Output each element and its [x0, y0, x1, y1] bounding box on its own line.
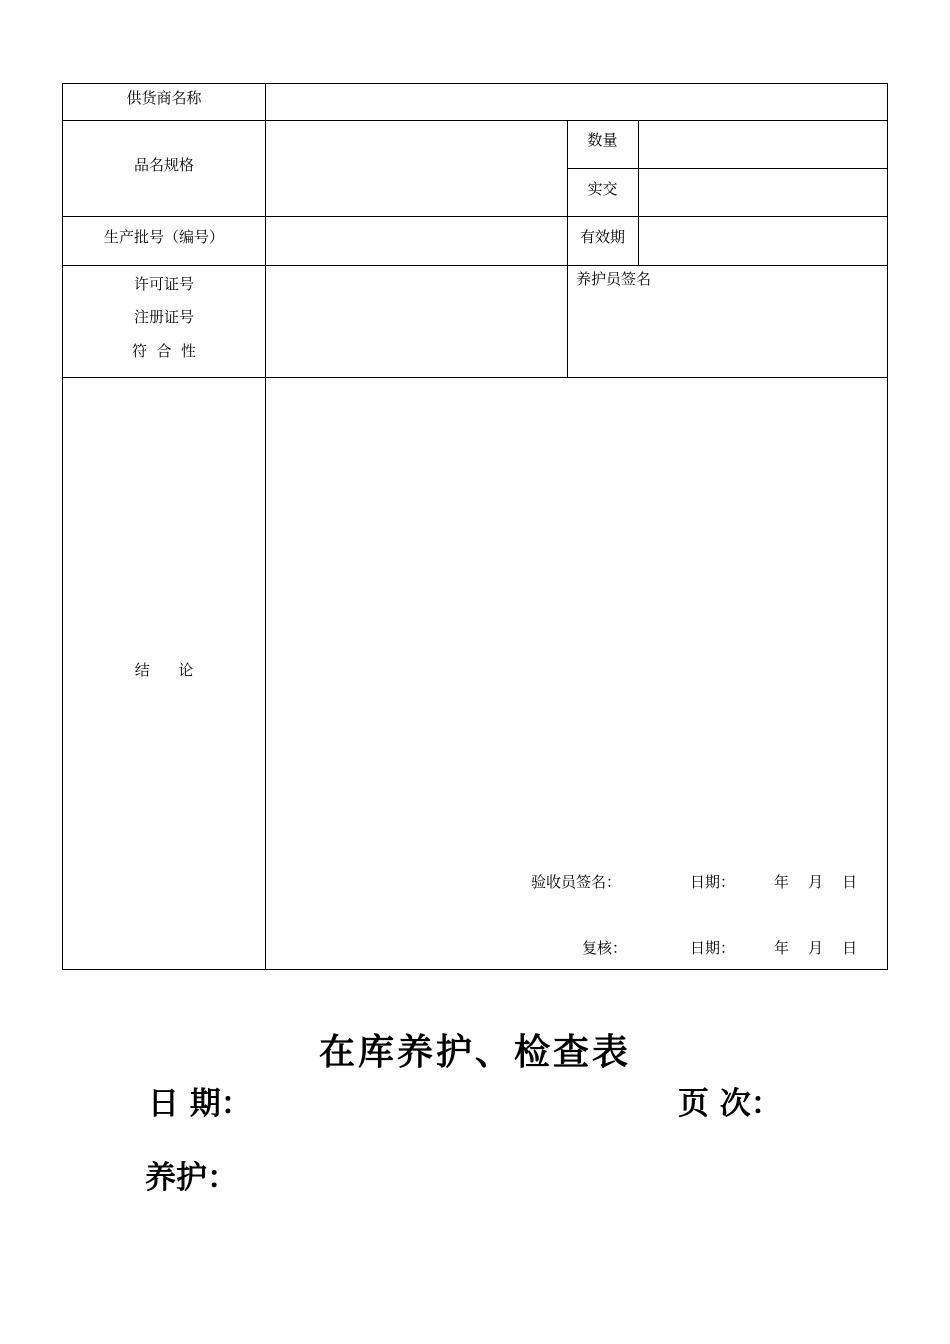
column-divider [265, 84, 266, 969]
row-divider [63, 120, 887, 121]
license-number-label: 许可证号 [133, 275, 194, 293]
supplier-name-label: 供货商名称 [126, 89, 202, 107]
row-divider [63, 377, 887, 378]
review-date-label: 日期： [690, 939, 736, 957]
quantity-label: 数量 [587, 131, 618, 149]
conformity-label: 符 合 性 [131, 342, 197, 360]
column-divider [567, 120, 568, 377]
expiry-label: 有效期 [579, 228, 625, 246]
review-label: 复核： [582, 939, 628, 957]
maintenance-label: 养护： [145, 1160, 238, 1196]
date-field-label: 日 期： [148, 1086, 252, 1122]
inspector-date-label: 日期： [690, 873, 736, 891]
conclusion-label: 结 论 [134, 661, 194, 679]
section-title: 在库养护、检查表 [318, 1032, 631, 1073]
review-date-ymd: 年 月 日 [774, 939, 858, 957]
batch-number-label: 生产批号（编号） [103, 228, 224, 246]
row-divider [567, 168, 887, 169]
page-number-label: 页 次： [678, 1086, 782, 1122]
inspector-date-ymd: 年 月 日 [774, 873, 858, 891]
row-divider [63, 216, 887, 217]
registration-number-label: 注册证号 [133, 308, 194, 326]
row-divider [63, 265, 887, 266]
keeper-signature-label: 养护员签名 [576, 270, 652, 288]
product-spec-label: 品名规格 [133, 156, 194, 174]
inspection-form-table [62, 83, 888, 970]
column-divider [638, 120, 639, 265]
inspector-signature-label: 验收员签名： [531, 873, 622, 891]
actual-delivered-label: 实交 [587, 180, 618, 198]
